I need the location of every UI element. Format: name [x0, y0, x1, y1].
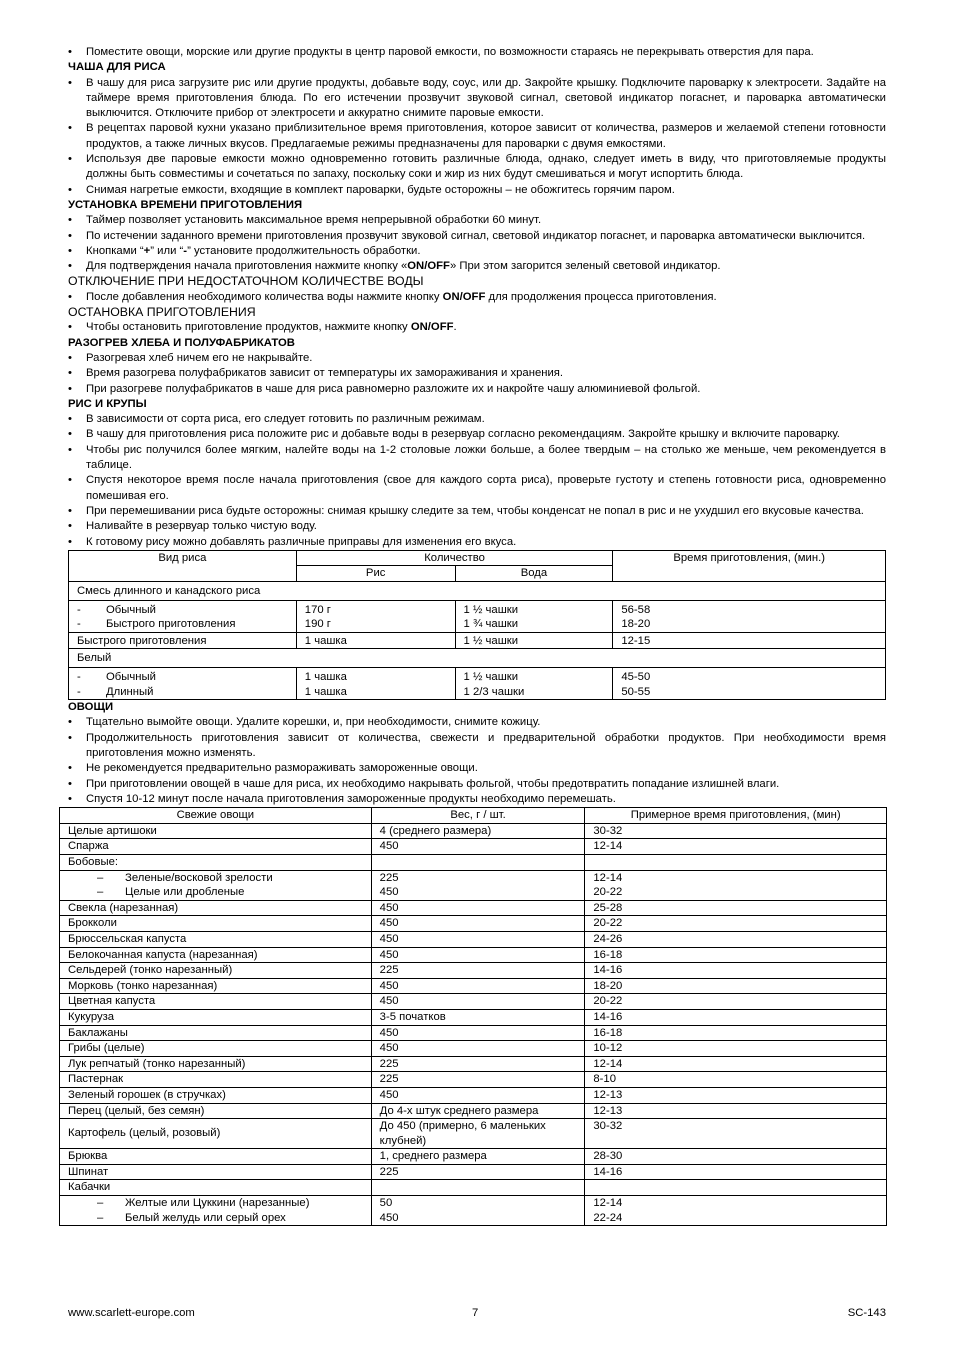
cell-time	[585, 1056, 887, 1072]
value-rice: 190 г	[304, 618, 331, 631]
section-heading: ОВОЩИ	[68, 701, 114, 714]
table-row	[60, 1072, 887, 1088]
table-row	[60, 870, 887, 900]
vegetable-name	[60, 1041, 372, 1057]
vegetable-label: Свекла (нарезанная)	[68, 901, 179, 914]
vegetable-name	[60, 1103, 372, 1119]
weight-value: 225	[379, 964, 399, 977]
section-heading: УСТАНОВКА ВРЕМЕНИ ПРИГОТОВЛЕНИЯ	[68, 198, 303, 211]
vegetable-name	[60, 1009, 372, 1025]
cell-weight	[371, 978, 585, 994]
cell-time	[585, 855, 887, 871]
cell-time	[585, 1119, 887, 1149]
bullet-item	[68, 473, 886, 504]
weight-value	[380, 855, 577, 870]
rice-variety-name: - Быстрого приготовления	[77, 617, 288, 632]
cell-time	[585, 1180, 887, 1196]
section-heading: РИС И КРУПЫ	[68, 397, 147, 410]
bullet-item	[68, 792, 886, 807]
time-value: 12-14	[593, 1057, 623, 1070]
vegetable-label: Брюква	[68, 1150, 108, 1163]
table-row	[69, 600, 886, 632]
rice-variety-name: Быстрого приготовления	[77, 634, 207, 647]
text-run: для продолжения процесса приготовления.	[485, 290, 717, 303]
vegetable-label: Лук репчатый (тонко нарезанный)	[68, 1057, 246, 1070]
vegetable-label: Шпинат	[68, 1165, 109, 1178]
table-row	[60, 1025, 887, 1041]
text-run: В зависимости от сорта риса, его следует готовить по различным режимам.	[86, 413, 485, 426]
cell-weight	[371, 916, 585, 932]
vegetable-cooking-table	[59, 807, 887, 1226]
bullet-item	[68, 777, 886, 792]
vegetable-label: – Желтые или Цуккини (нарезанные)	[68, 1196, 363, 1211]
text-run: К готовому рису можно добавлять различные приправы для изменения его вкуса.	[86, 535, 517, 548]
header-cooking-time: Время приготовления, (мин.)	[613, 550, 886, 581]
vegetable-name	[60, 823, 372, 839]
text-run: Разогревая хлеб ничем его не накрывайте.	[86, 351, 313, 364]
time-value: 12-14	[593, 840, 623, 853]
header-rice: Рис	[296, 566, 455, 582]
vegetable-name	[60, 1164, 372, 1180]
rice-variety	[69, 632, 297, 649]
table-header-row	[60, 808, 887, 824]
weight-value: 450	[379, 932, 399, 945]
cell-weight	[371, 1103, 585, 1119]
section-heading: РАЗОГРЕВ ХЛЕБА И ПОЛУФАБРИКАТОВ	[68, 336, 295, 349]
vegetable-name	[60, 1025, 372, 1041]
cell-weight	[371, 1119, 585, 1149]
vegetable-label: – Целые или дробленые	[68, 885, 363, 900]
vegetable-label: Пастернак	[68, 1073, 124, 1086]
time-value: 14-16	[593, 1010, 623, 1023]
text-run: При перемешивании риса будьте осторожны: снимая крышку следите за тем, чтобы конденсат не попал в рис и не ухудшил его вкусовые качества.	[86, 504, 864, 517]
value-rice: 1 чашка	[304, 670, 347, 683]
time-value: 20-22	[593, 917, 623, 930]
text-run: Спустя некоторое время после начала приготовления (свое для каждого сорта риса), проверьте густоту и степень готовности риса, одновременно помешивая его.	[86, 474, 886, 502]
time-value: 12-14	[593, 1197, 623, 1210]
weight-value: 450	[379, 840, 399, 853]
vegetable-name	[60, 963, 372, 979]
bullet-item	[68, 290, 886, 305]
section-heading: ОТКЛЮЧЕНИЕ ПРИ НЕДОСТАТОЧНОМ КОЛИЧЕСТВЕ ВОДЫ	[68, 274, 424, 289]
weight-value: 450	[379, 917, 399, 930]
cell-time	[585, 900, 887, 916]
vegetable-name	[60, 855, 372, 871]
text-run: Поместите овощи, морские или другие продукты в центр паровой емкости, по возможности стараясь не перекрывать отверстия для пара.	[86, 46, 814, 58]
cell-time	[585, 1041, 887, 1057]
weight-value: 225	[379, 871, 399, 884]
cell-time	[585, 947, 887, 963]
text-run: Не рекомендуется предварительно размораживать замороженные овощи.	[86, 762, 478, 775]
button-name: +	[143, 244, 151, 257]
weight-value: 450	[379, 1026, 399, 1039]
table-row	[69, 632, 886, 649]
time-value: 16-18	[593, 948, 623, 961]
cell-time	[585, 870, 887, 900]
text-run: Используя две паровые емкости можно одновременно готовить различные блюда, однако, следует иметь в виду, что приготовляемые продукты должны быть совместимы и сочетаться по запаху, поскольку соки и жир из них будут смешиваться и могут испортить блюда.	[86, 153, 886, 181]
weight-value: 450	[379, 1088, 399, 1101]
bullet-item	[68, 229, 886, 244]
text-run: Чтобы остановить приготовление продуктов, нажмите кнопку	[86, 321, 411, 334]
table-header-row	[69, 550, 886, 566]
value-time: 12-15	[621, 634, 651, 647]
vegetable-name	[60, 947, 372, 963]
time-value: 22-24	[593, 1211, 623, 1224]
vegetable-label: Бобовые:	[68, 856, 118, 868]
bullet-item	[68, 76, 886, 122]
table-row	[60, 963, 887, 979]
vegetable-name	[60, 931, 372, 947]
bullet-item	[68, 121, 886, 152]
value-water: 1 ¾ чашки	[463, 618, 519, 631]
time-value	[593, 855, 878, 870]
time-value: 14-16	[593, 964, 623, 977]
bullet-item	[68, 213, 886, 228]
text-run: В рецептах паровой кухни указано приблизительное время приготовления, которое зависит от количества, размеров и желаемой степени готовности продуктов, а также личных вкусов. Предлагаемые режимы предназначены для пароварки с двумя емкостями.	[86, 122, 886, 150]
text-run: ” или “	[150, 244, 184, 257]
cell-time	[585, 823, 887, 839]
table-row	[60, 1149, 887, 1165]
cell-weight	[371, 931, 585, 947]
cell-time	[585, 1149, 887, 1165]
text-run: При приготовлении овощей в чаше для риса, их необходимо накрывать фольгой, чтобы предотвратить попадание излишней влаги.	[86, 777, 780, 790]
vegetable-label: Целые артишоки	[68, 824, 157, 837]
cell-rice	[296, 632, 455, 649]
bullet-item	[68, 519, 886, 534]
cell-weight	[371, 1056, 585, 1072]
weight-value: 450	[379, 948, 399, 961]
button-name: ON/OFF	[410, 321, 454, 334]
cell-time	[613, 667, 886, 699]
cell-time	[585, 1025, 887, 1041]
time-value: 28-30	[593, 1150, 623, 1163]
weight-value: 450	[379, 1042, 399, 1055]
vegetable-name	[60, 1180, 372, 1196]
value-water: 1 ½ чашки	[463, 634, 519, 647]
rice-variety	[69, 600, 297, 632]
table-row	[60, 931, 887, 947]
cell-weight	[371, 1041, 585, 1057]
button-name: ON/OFF	[442, 290, 486, 303]
header-water: Вода	[455, 566, 613, 582]
vegetable-label: Баклажаны	[68, 1026, 128, 1039]
bullet-item	[68, 351, 886, 366]
table-row	[60, 1103, 887, 1119]
bullet-item	[68, 504, 886, 519]
vegetable-label: Брюссельская капуста	[68, 932, 187, 945]
weight-value: 50	[379, 1197, 393, 1210]
table-row	[60, 1087, 887, 1103]
header-quantity: Количество	[296, 550, 613, 566]
page-number: 7	[472, 1307, 479, 1319]
text-run: Для подтверждения начала приготовления нажмите кнопку «	[86, 260, 408, 273]
cell-time	[585, 1087, 887, 1103]
cell-weight	[371, 994, 585, 1010]
text-run: При разогреве полуфабрикатов в чаше для риса равномерно разложите их и накройте чашу алюминиевой фольгой.	[86, 382, 701, 395]
button-name: -	[183, 244, 188, 257]
vegetable-label: Картофель (целый, розовый)	[68, 1127, 221, 1140]
vegetable-name	[60, 1149, 372, 1165]
cell-weight	[371, 1025, 585, 1041]
text-run: По истечении заданного времени приготовления прозвучит звуковой сигнал, световой индикатор погаснет, и пароварка автоматически выключится.	[86, 229, 866, 242]
vegetable-label: Зеленый горошек (в стручках)	[68, 1088, 226, 1101]
weight-value: 4 (среднего размера)	[379, 824, 492, 837]
header-rice-type: Вид риса	[69, 550, 297, 581]
time-value	[593, 1180, 878, 1195]
cell-weight	[371, 1087, 585, 1103]
bullet-item	[68, 761, 886, 776]
cell-time	[585, 1072, 887, 1088]
weight-value: 1, среднего размера	[379, 1150, 487, 1163]
weight-value: 450	[379, 901, 399, 914]
weight-value: До 450 (примерно, 6 маленьких клубней)	[379, 1120, 546, 1147]
cell-time	[585, 1196, 887, 1226]
bullet-item	[68, 320, 886, 335]
cell-time	[585, 1164, 887, 1180]
cell-time	[613, 632, 886, 649]
vegetable-label: Кукуруза	[68, 1010, 115, 1023]
table-row	[60, 916, 887, 932]
vegetable-label: Спаржа	[68, 840, 109, 853]
vegetable-name	[60, 1072, 372, 1088]
text-run: .	[453, 321, 457, 334]
section-heading: ЧАША ДЛЯ РИСА	[68, 61, 166, 74]
cell-rice	[296, 667, 455, 699]
bullet-item	[68, 45, 886, 60]
column-header: Вес, г / шт.	[371, 808, 585, 824]
weight-value: 450	[379, 1211, 399, 1224]
text-run: Снимая нагретые емкости, входящие в комплект пароварки, будьте осторожны – не обожгитесь горячим паром.	[86, 183, 675, 196]
cell-time	[585, 1009, 887, 1025]
time-value: 8-10	[593, 1073, 617, 1086]
column-header: Примерное время приготовления, (мин)	[585, 808, 887, 824]
value-water: 1 ½ чашки	[463, 670, 519, 683]
table-row	[60, 1119, 887, 1149]
time-value: 25-28	[593, 901, 623, 914]
value-time: 45-50	[621, 670, 651, 683]
rice-variety	[69, 667, 297, 699]
cell-weight	[371, 900, 585, 916]
cell-water	[455, 632, 613, 649]
weight-value: 225	[379, 1057, 399, 1070]
text-run: Наливайте в резервуар только чистую воду.	[86, 520, 317, 533]
value-rice: 170 г	[304, 603, 331, 616]
vegetable-name	[60, 1196, 372, 1226]
text-run: В чашу для приготовления риса положите рис и добавьте воды в резервуар согласно рекомендациям. Закройте крышку и включите пароварку.	[86, 428, 840, 441]
weight-value: 3-5 початков	[379, 1010, 446, 1023]
time-value: 30-32	[593, 824, 623, 837]
bullet-item	[68, 382, 886, 397]
cell-water	[455, 667, 613, 699]
text-run: Спустя 10-12 минут после начала приготовления замороженные продукты необходимо перемешать.	[86, 792, 616, 805]
rice-cooking-table	[68, 550, 886, 700]
time-value: 20-22	[593, 886, 623, 899]
weight-value	[380, 1180, 577, 1195]
bullet-item	[68, 366, 886, 381]
table-row	[69, 581, 886, 600]
weight-value: 225	[379, 1165, 399, 1178]
cell-time	[585, 994, 887, 1010]
cell-time	[613, 600, 886, 632]
text-run: ” установите продолжительность обработки.	[187, 244, 421, 257]
vegetable-name	[60, 900, 372, 916]
value-rice: 1 чашка	[304, 685, 347, 698]
table-row	[60, 1164, 887, 1180]
vegetable-label: Белокочанная капуста (нарезанная)	[68, 948, 258, 961]
value-water: 1 ½ чашки	[463, 603, 519, 616]
model-number: SC-143	[847, 1307, 886, 1319]
table-row	[60, 1009, 887, 1025]
vegetable-name	[60, 994, 372, 1010]
table-row	[60, 994, 887, 1010]
cell-time	[585, 978, 887, 994]
vegetable-label: – Зеленые/восковой зрелости	[68, 871, 363, 886]
weight-value: 450	[379, 886, 399, 899]
vegetable-name	[60, 839, 372, 855]
bullet-item	[68, 535, 886, 550]
text-run: Время разогрева полуфабрикатов зависит от температуры их замораживания и хранения.	[86, 367, 564, 380]
vegetable-name	[60, 1056, 372, 1072]
text-run: Таймер позволяет установить максимальное время непрерывной обработки 60 минут.	[86, 214, 542, 227]
cell-time	[585, 963, 887, 979]
value-rice: 1 чашка	[304, 634, 347, 647]
cell-weight	[371, 963, 585, 979]
cell-time	[585, 839, 887, 855]
cell-time	[585, 916, 887, 932]
vegetable-label: Грибы (целые)	[68, 1042, 145, 1055]
text-run: » При этом загорится зеленый световой индикатор.	[449, 260, 721, 273]
column-header: Свежие овощи	[60, 808, 372, 824]
rice-variety-name: - Длинный	[77, 685, 288, 700]
vegetable-label: Цветная капуста	[68, 995, 156, 1008]
table-row	[60, 1056, 887, 1072]
bullet-item	[68, 412, 886, 427]
table-row	[69, 667, 886, 699]
time-value: 12-13	[593, 1104, 623, 1117]
rice-category: Белый	[69, 649, 886, 668]
vegetable-label: Морковь (тонко нарезанная)	[68, 979, 218, 992]
page-content	[68, 45, 886, 1226]
vegetable-name	[60, 916, 372, 932]
cell-time	[585, 1103, 887, 1119]
value-time: 50-55	[621, 685, 651, 698]
cell-rice	[296, 600, 455, 632]
value-water: 1 2/3 чашки	[463, 685, 525, 698]
time-value: 18-20	[593, 979, 623, 992]
bullet-item	[68, 427, 886, 442]
bullet-item	[68, 183, 886, 198]
vegetable-name	[60, 870, 372, 900]
value-time: 18-20	[621, 618, 651, 631]
cell-weight	[371, 839, 585, 855]
weight-value: 450	[379, 995, 399, 1008]
cell-weight	[371, 823, 585, 839]
cell-time	[585, 931, 887, 947]
time-value: 16-18	[593, 1026, 623, 1039]
time-value: 10-12	[593, 1042, 623, 1055]
rice-variety-name: - Обычный	[77, 603, 288, 618]
bullet-item	[68, 731, 886, 762]
cell-weight	[371, 1149, 585, 1165]
cell-weight	[371, 947, 585, 963]
cell-weight	[371, 855, 585, 871]
time-value: 20-22	[593, 995, 623, 1008]
cell-weight	[371, 870, 585, 900]
vegetable-label: Перец (целый, без семян)	[68, 1104, 205, 1117]
cell-weight	[371, 1196, 585, 1226]
text-run: Чтобы рис получился более мягким, налейте воды на 1-2 столовые ложки больше, а более твердым – на столько же меньше, чем рекомендуется в таблице.	[86, 443, 886, 472]
weight-value: До 4-х штук среднего размера	[379, 1104, 539, 1117]
time-value: 30-32	[593, 1120, 623, 1133]
table-row	[60, 823, 887, 839]
bullet-item	[68, 715, 886, 730]
footer-website[interactable]: www.scarlett-europe.com	[68, 1307, 195, 1319]
time-value: 12-14	[593, 871, 623, 884]
vegetable-label: Кабачки	[68, 1181, 111, 1194]
table-row	[60, 1196, 887, 1226]
table-row	[60, 900, 887, 916]
weight-value: 450	[379, 979, 399, 992]
bullet-item	[68, 244, 886, 259]
cell-weight	[371, 1009, 585, 1025]
bullet-item	[68, 259, 886, 274]
cell-weight	[371, 1072, 585, 1088]
bullet-item	[68, 152, 886, 183]
vegetable-name	[60, 1087, 372, 1103]
table-row	[60, 947, 887, 963]
text-run: В чашу для риса загрузите рис или другие продукты, добавьте воду, соус, или др. Закройте крышку. Подключите пароварку к электросети. Задайте на таймере время приготовления блюда. По его истечении прозвучит звуковой сигнал, световой индикатор погаснет, и пароварка автоматически выключится. Отключите прибор от электросети и аккуратно снимите паровые емкости.	[86, 76, 886, 120]
cell-water	[455, 600, 613, 632]
table-row	[60, 1041, 887, 1057]
text-run: Продолжительность приготовления зависит от количества, свежести и предварительной обработки продуктов. При необходимости время приготовления можно изменять.	[86, 731, 886, 760]
text-run: После добавления необходимого количества воды нажмите кнопку	[86, 290, 443, 303]
section-heading: ОСТАНОВКА ПРИГОТОВЛЕНИЯ	[68, 305, 256, 320]
cell-weight	[371, 1164, 585, 1180]
value-time: 56-58	[621, 603, 651, 616]
table-row	[60, 855, 887, 871]
time-value: 24-26	[593, 932, 623, 945]
table-row	[60, 1180, 887, 1196]
bullet-item	[68, 443, 886, 474]
rice-variety-name: - Обычный	[77, 670, 288, 685]
vegetable-name	[60, 1119, 372, 1149]
text-run: Кнопками “	[86, 244, 144, 257]
button-name: ON/OFF	[407, 260, 450, 273]
vegetable-name	[60, 978, 372, 994]
weight-value: 225	[379, 1073, 399, 1086]
table-row	[60, 839, 887, 855]
vegetable-label: Брокколи	[68, 917, 117, 930]
text-run: Тщательно вымойте овощи. Удалите корешки, и, при необходимости, снимите кожицу.	[86, 716, 541, 729]
time-value: 12-13	[593, 1088, 623, 1101]
rice-category: Смесь длинного и канадского риса	[69, 581, 886, 600]
table-row	[60, 978, 887, 994]
time-value: 14-16	[593, 1165, 623, 1178]
table-row	[69, 649, 886, 668]
vegetable-label: Сельдерей (тонко нарезанный)	[68, 964, 233, 977]
vegetable-label: – Белый желудь или серый орех	[68, 1211, 363, 1226]
cell-weight	[371, 1180, 585, 1196]
